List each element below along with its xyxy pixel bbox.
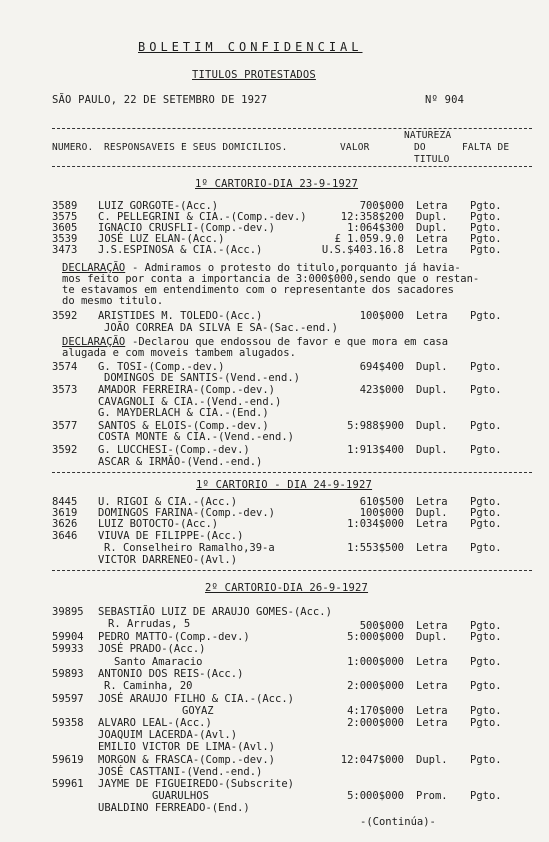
row-responsible: U. RIGOI & CIA.-(Acc.): [98, 496, 238, 508]
row-responsible: J.S.ESPINOSA & CIA.-(Acc.): [98, 244, 263, 256]
declaration-label: DECLARAÇÃO: [62, 262, 126, 274]
row-endorser: CAVAGNOLI & CIA.-(Vend.-end.): [98, 396, 282, 408]
row-value: 423$000: [359, 384, 404, 396]
row-responsible: AMADOR FERREIRA-(Comp.-dev.): [98, 384, 276, 396]
row-address: GOYAZ: [182, 705, 214, 717]
row-nature: Letra: [416, 233, 448, 245]
row-value: 5:988$900: [347, 420, 404, 432]
col-natureza-3: TITULO: [414, 154, 450, 165]
row-guarantor: VICTOR DARRENEO-(Avl.): [98, 554, 238, 566]
row-endorser: JOSÉ CASTTANI-(Vend.-end.): [98, 766, 263, 778]
row-reason: Pgto.: [470, 507, 502, 519]
row-number: 3574: [52, 361, 78, 373]
row-value: £ 1.059.9.0: [334, 233, 404, 245]
row-number: 3573: [52, 384, 78, 396]
col-valor: VALOR: [340, 142, 370, 153]
document-subtitle: TITULOS PROTESTADOS: [192, 69, 316, 81]
col-natureza-1: NATUREZA: [404, 130, 452, 141]
row-responsible: ARISTIDES M. TOLEDO-(Acc.): [98, 310, 263, 322]
row-value: 12:358$200: [340, 211, 404, 223]
row-value: 1:034$000: [347, 518, 404, 530]
row-nature: Letra: [416, 620, 448, 632]
row-reason: Pgto.: [470, 444, 502, 456]
row-guarantor: JOAQUIM LACERDA-(Avl.): [98, 729, 238, 741]
row-responsible: G. LUCCHESI-(Comp.-dev.): [98, 444, 250, 456]
row-value: 2:000$000: [347, 680, 404, 692]
row-address: R. Caminha, 20: [104, 680, 193, 692]
row-value: 12:047$000: [340, 754, 404, 766]
row-value: 694$400: [359, 361, 404, 373]
row-responsible: PEDRO MATTO-(Comp.-dev.): [98, 631, 250, 643]
declaration-line: - Admiramos o protesto do titulo,porquanto já havia-: [132, 262, 461, 274]
row-address: R. Arrudas, 5: [108, 618, 191, 630]
document-title: BOLETIM CONFIDENCIAL: [138, 40, 363, 54]
row-reason: Pgto.: [470, 384, 502, 396]
row-nature: Dupl.: [416, 507, 448, 519]
section-2-heading: 1º CARTORIO - DIA 24-9-1927: [196, 479, 373, 491]
col-falta-de: FALTA DE: [462, 142, 510, 153]
row-number: 3605: [52, 222, 78, 234]
row-responsible: VIUVA DE FILIPPE-(Acc.): [98, 530, 244, 542]
row-nature: Dupl.: [416, 361, 448, 373]
row-endorser: G. MAYDERLACH & CIA.-(End.): [98, 407, 269, 419]
row-reason: Pgto.: [470, 680, 502, 692]
row-number: 3646: [52, 530, 78, 542]
row-responsible: G. TOSI-(Comp.-dev.): [98, 361, 225, 373]
row-value: U.S.$403.16.8: [321, 244, 404, 256]
row-reason: Pgto.: [470, 310, 502, 322]
row-nature: Dupl.: [416, 211, 448, 223]
row-responsible: C. PELLEGRINI & CIA.-(Comp.-dev.): [98, 211, 307, 223]
row-nature: Dupl.: [416, 420, 448, 432]
section-divider: [52, 570, 532, 571]
row-responsible: SANTOS & ELOIS-(Comp.-dev.): [98, 420, 269, 432]
row-nature: Letra: [416, 542, 448, 554]
row-endorser: DOMINGOS DE SANTIS-(Vend.-end.): [104, 372, 300, 384]
row-address: GUARULHOS: [152, 790, 209, 802]
row-number: 59904: [52, 631, 84, 643]
row-number: 39895: [52, 606, 84, 618]
row-reason: Pgto.: [470, 200, 502, 212]
row-nature: Dupl.: [416, 444, 448, 456]
row-reason: Pgto.: [470, 496, 502, 508]
row-responsible: ALVARO LEAL-(Acc.): [98, 717, 212, 729]
row-number: 59961: [52, 778, 84, 790]
row-responsible: SEBASTIÃO LUIZ DE ARAUJO GOMES-(Acc.): [98, 606, 332, 618]
row-reason: Pgto.: [470, 233, 502, 245]
row-value: 1:553$500: [347, 542, 404, 554]
row-value: 5:000$000: [347, 631, 404, 643]
row-nature: Letra: [416, 656, 448, 668]
row-value: 100$000: [359, 507, 404, 519]
row-number: 3575: [52, 211, 78, 223]
row-endorser: UBALDINO FERREADO-(End.): [98, 802, 250, 814]
row-nature: Letra: [416, 310, 448, 322]
declaration-line: mos feito por conta a importancia de 3:000$000,sendo que o restan-: [62, 273, 480, 285]
row-reason: Pgto.: [470, 754, 502, 766]
col-responsaveis: RESPONSAVEIS E SEUS DOMICILIOS.: [104, 142, 288, 153]
row-reason: Pgto.: [470, 518, 502, 530]
col-numero: NUMERO.: [52, 142, 94, 153]
row-reason: Pgto.: [470, 705, 502, 717]
row-responsible: JOSÉ LUZ ELAN-(Acc.): [98, 233, 225, 245]
header-top-rule: [52, 128, 532, 129]
section-divider: [52, 472, 532, 473]
row-number: 59358: [52, 717, 84, 729]
row-number: 59619: [52, 754, 84, 766]
row-nature: Letra: [416, 244, 448, 256]
row-value: 1:064$300: [347, 222, 404, 234]
row-number: 8445: [52, 496, 78, 508]
row-reason: Pgto.: [470, 717, 502, 729]
row-responsible: DOMINGOS FARINA-(Comp.-dev.): [98, 507, 276, 519]
header-bottom-rule: [52, 166, 532, 167]
row-responsible: JOSÉ PRADO-(Acc.): [98, 643, 206, 655]
row-reason: Pgto.: [470, 361, 502, 373]
row-nature: Prom.: [416, 790, 448, 802]
row-guarantor: EMILIO VICTOR DE LIMA-(Avl.): [98, 741, 276, 753]
row-reason: Pgto.: [470, 631, 502, 643]
row-number: 3619: [52, 507, 78, 519]
row-responsible: LUIZ BOTOCTO-(Acc.): [98, 518, 219, 530]
section-3-heading: 2º CARTORIO-DIA 26-9-1927: [205, 582, 369, 594]
row-address: R. Conselheiro Ramalho,39-a: [104, 542, 275, 554]
continuation-note: -(Continúa)-: [360, 816, 436, 828]
col-natureza-2: DO: [414, 142, 426, 153]
row-responsible: IGNACIO CRUSFLI-(Comp.-dev.): [98, 222, 276, 234]
row-responsible: JAYME DE FIGUEIREDO-(Subscrite): [98, 778, 294, 790]
row-reason: Pgto.: [470, 620, 502, 632]
row-nature: Letra: [416, 200, 448, 212]
row-number: 3592: [52, 310, 78, 322]
row-address: Santo Amaracio: [114, 656, 203, 668]
row-value: 1:000$000: [347, 656, 404, 668]
row-reason: Pgto.: [470, 656, 502, 668]
row-responsible: MORGON & FRASCA-(Comp.-dev.): [98, 754, 276, 766]
section-1-heading: 1º CARTORIO-DIA 23-9-1927: [195, 178, 359, 190]
row-endorser: ASCAR & IRMÃO-(Vend.-end.): [98, 456, 263, 468]
row-number: 59933: [52, 643, 84, 655]
row-responsible: LUIZ GORGOTE-(Acc.): [98, 200, 219, 212]
row-nature: Letra: [416, 680, 448, 692]
row-reason: Pgto.: [470, 222, 502, 234]
row-number: 3589: [52, 200, 78, 212]
row-value: 5:000$000: [347, 790, 404, 802]
row-nature: Dupl.: [416, 631, 448, 643]
row-responsible: ANTONIO DOS REIS-(Acc.): [98, 668, 244, 680]
declaration-line: do mesmo titulo.: [62, 295, 164, 307]
row-number: 3473: [52, 244, 78, 256]
row-number: 3626: [52, 518, 78, 530]
row-value: 610$500: [359, 496, 404, 508]
row-reason: Pgto.: [470, 790, 502, 802]
declaration-line: te estavamos em entendimento com o representante dos sacadores: [62, 284, 454, 296]
row-reason: Pgto.: [470, 420, 502, 432]
row-nature: Letra: [416, 496, 448, 508]
row-nature: Letra: [416, 705, 448, 717]
declaration-line: alugada e com moveis tambem alugados.: [62, 347, 296, 359]
row-nature: Letra: [416, 518, 448, 530]
date-line: SÃO PAULO, 22 DE SETEMBRO DE 1927: [52, 94, 268, 106]
row-reason: Pgto.: [470, 244, 502, 256]
row-number: 3592: [52, 444, 78, 456]
declaration-label: DECLARAÇÃO: [62, 336, 126, 348]
row-value: 100$000: [359, 310, 404, 322]
row-reason: Pgto.: [470, 211, 502, 223]
row-nature: Dupl.: [416, 754, 448, 766]
row-value: 2:000$000: [347, 717, 404, 729]
row-responsible: JOSÉ ARAUJO FILHO & CIA.-(Acc.): [98, 693, 294, 705]
row-endorser: COSTA MONTE & CIA.-(Vend.-end.): [98, 431, 294, 443]
row-number: 3539: [52, 233, 78, 245]
row-nature: Dupl.: [416, 384, 448, 396]
row-nature: Letra: [416, 717, 448, 729]
bulletin-number: Nº 904: [425, 94, 465, 106]
row-value: 700$000: [359, 200, 404, 212]
row-reason: Pgto.: [470, 542, 502, 554]
row-number: 59597: [52, 693, 84, 705]
row-value: 4:170$000: [347, 705, 404, 717]
declaration-line: -Declarou que endossou de favor e que mora em casa: [132, 336, 449, 348]
row-value: 500$000: [359, 620, 404, 632]
row-number: 3577: [52, 420, 78, 432]
row-nature: Dupl.: [416, 222, 448, 234]
row-value: 1:913$400: [347, 444, 404, 456]
row-endorser: JOÃO CORREA DA SILVA E SA-(Sac.-end.): [104, 322, 338, 334]
row-number: 59893: [52, 668, 84, 680]
